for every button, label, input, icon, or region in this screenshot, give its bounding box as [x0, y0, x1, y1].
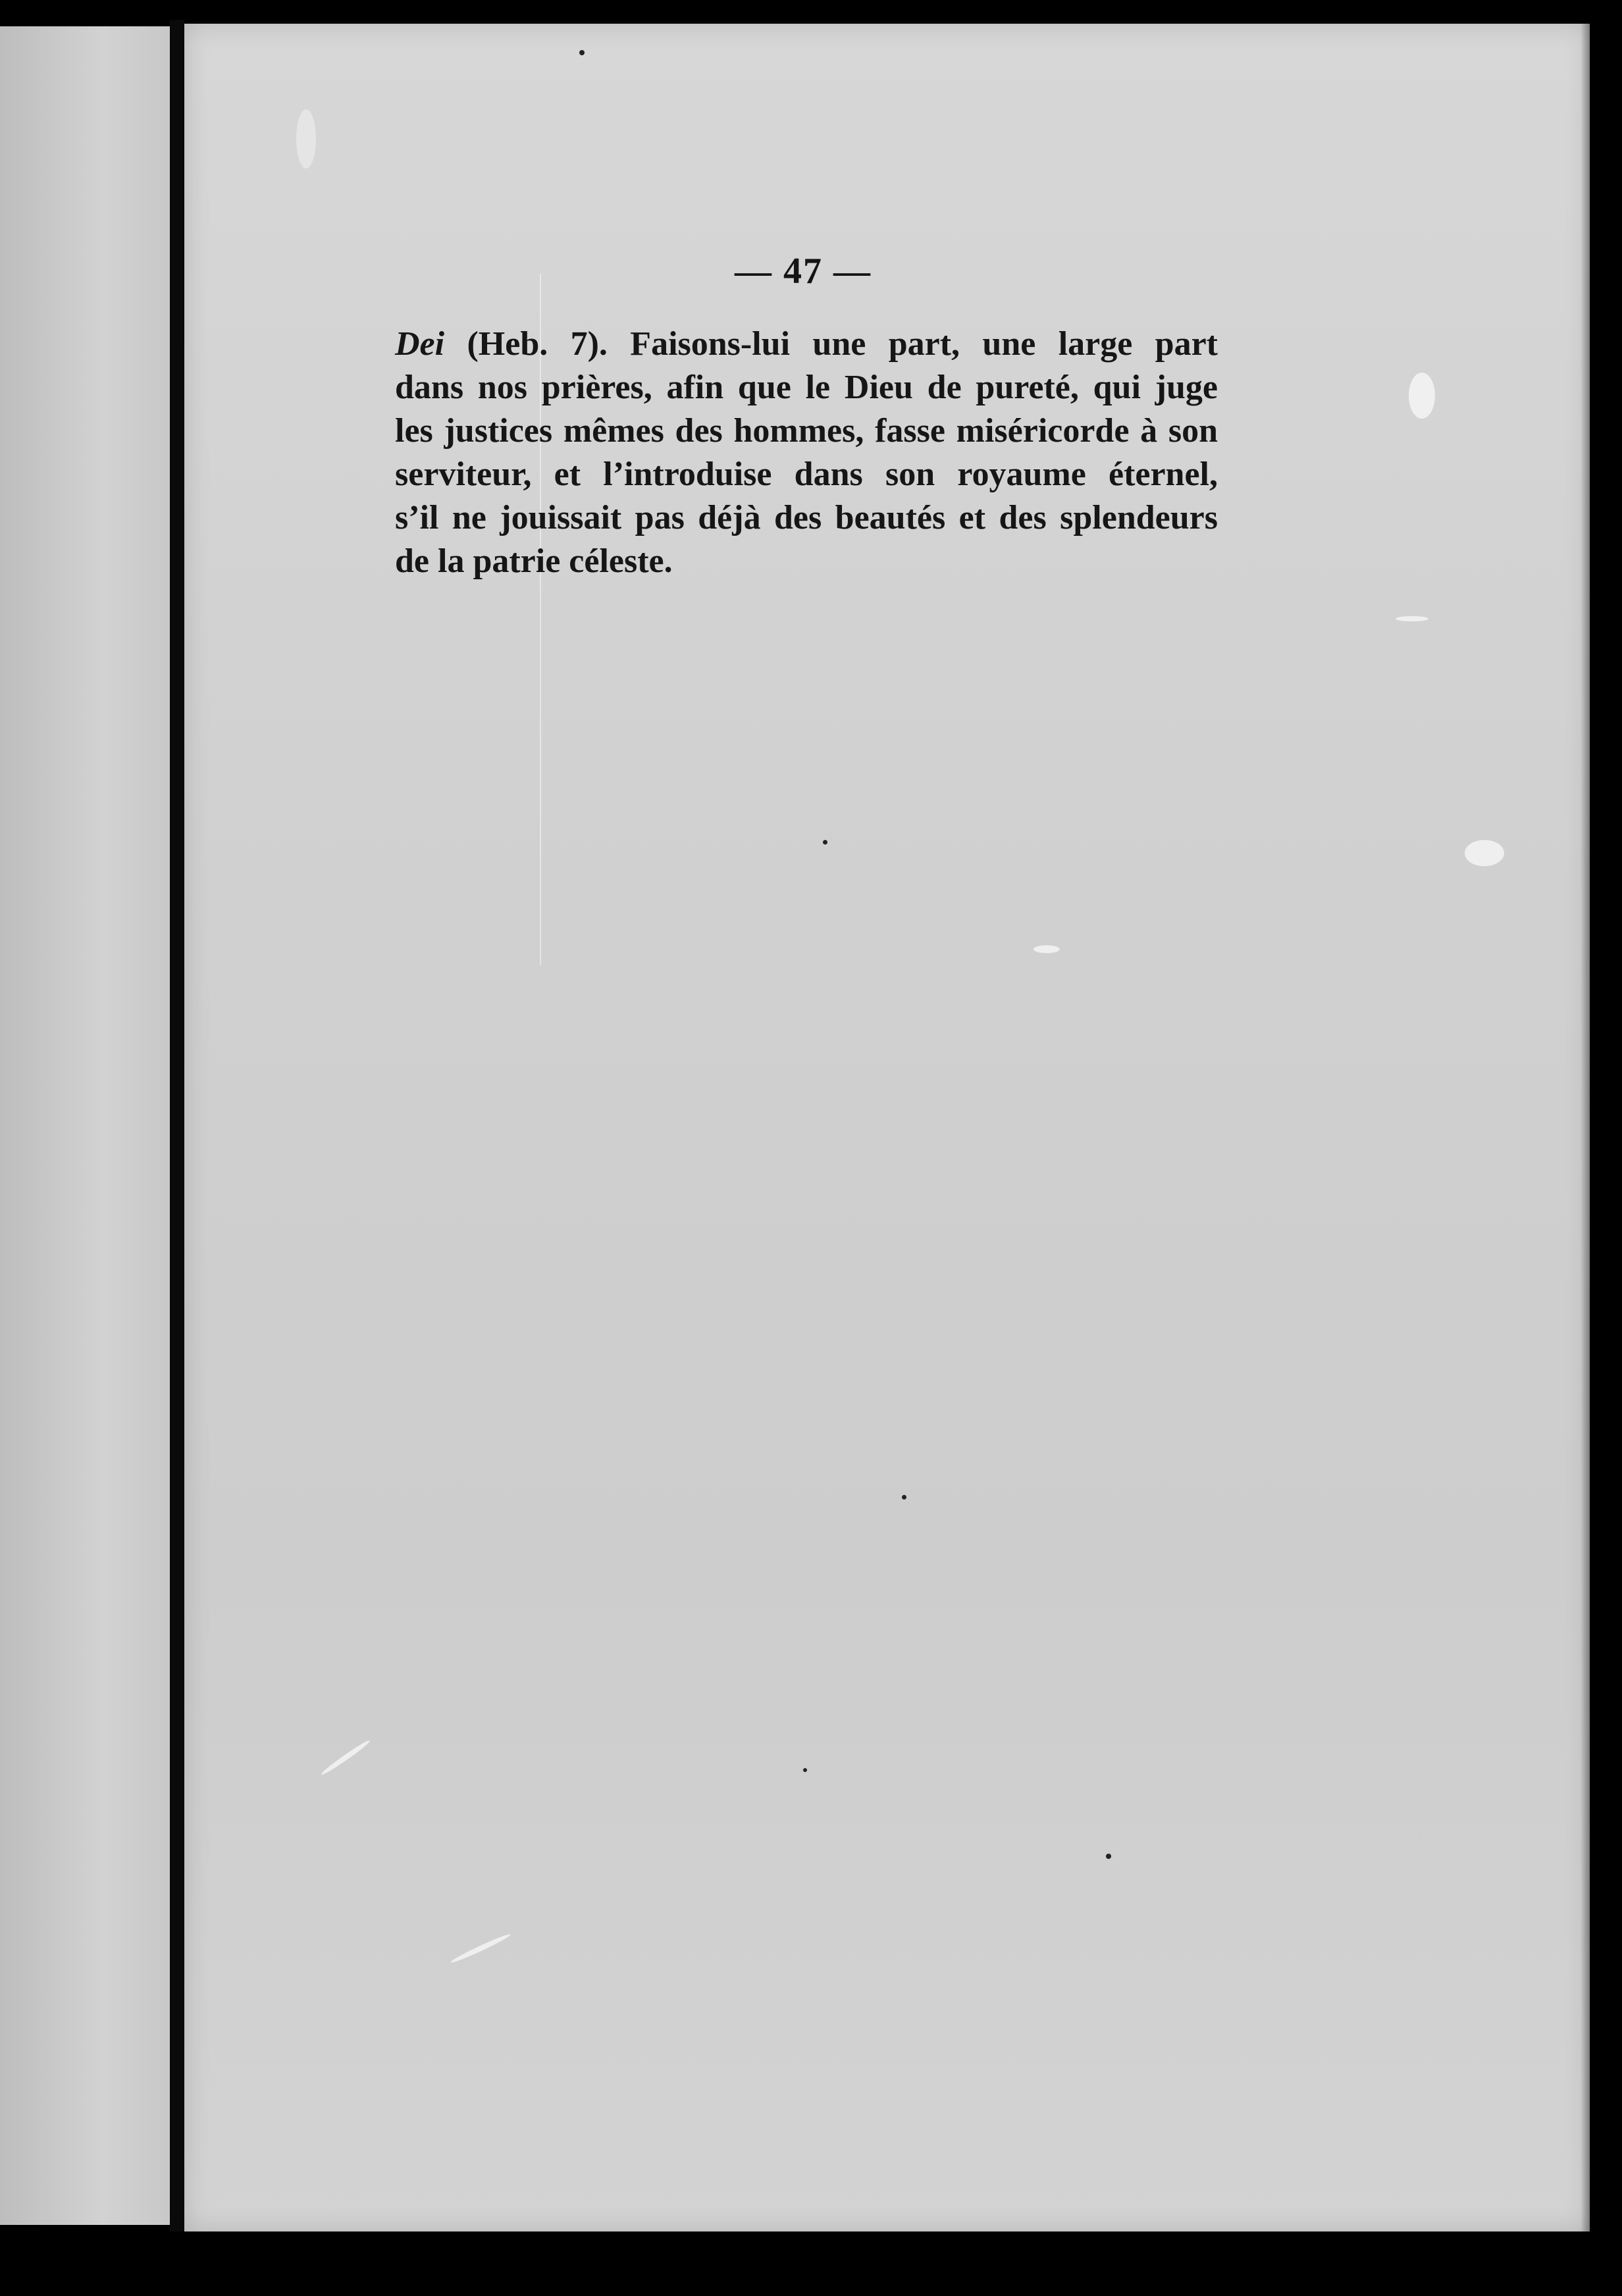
ink-dot: [803, 1768, 807, 1772]
ink-dot: [1106, 1854, 1111, 1859]
text-line: les justices mêmes des hommes, fasse miséricorde à son: [395, 412, 1218, 450]
text-line: s’il ne jouissait pas déjà des beautés et des splendeurs: [395, 499, 1218, 536]
ink-dot: [902, 1495, 906, 1500]
binding-gutter: [170, 20, 184, 2231]
text-line: serviteur, et l’introduise dans son royaume éternel,: [395, 456, 1218, 493]
paper-speck: [450, 1932, 511, 1965]
italic-word: Dei: [395, 325, 445, 363]
ink-dot: [579, 50, 585, 55]
paper-speck: [320, 1738, 371, 1777]
paper-speck: [1409, 373, 1435, 419]
paper-speck: [296, 109, 316, 169]
text-line: de la patrie céleste.: [395, 542, 673, 580]
text-line: [395, 323, 1218, 366]
ink-dot: [823, 840, 827, 845]
left-page-edge: [0, 26, 170, 2225]
line-text: (Heb. 7). Faisons-lui une part, une large part: [444, 325, 1218, 363]
body-paragraph: [395, 323, 1218, 583]
paper-speck: [1396, 616, 1428, 621]
text-line: dans nos prières, afin que le Dieu de pureté, qui juge: [395, 369, 1218, 406]
paper-speck: [1033, 945, 1060, 953]
page-number: — 47 —: [735, 251, 872, 292]
paper-speck: [1465, 840, 1504, 866]
